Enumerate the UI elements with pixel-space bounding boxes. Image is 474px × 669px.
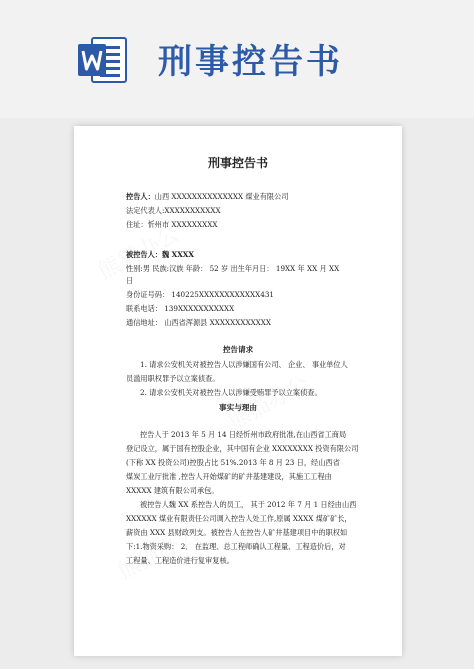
complainant-label: 控告人： (126, 192, 155, 201)
complainant-address: 住址：忻州市 XXXXXXXXX (126, 220, 218, 229)
facts-line: 煤炭工业厅批准 ,控告人开始煤矿的矿井基建建设，其施工工程由 (126, 472, 332, 481)
facts-heading: 事实与理由 (219, 403, 257, 412)
complainant-value: 山西 XXXXXXXXXXXXXX 煤业有限公司 (154, 192, 289, 201)
accused-bio-cont: 日 (126, 276, 134, 285)
accused-label: 被控告人： (126, 250, 162, 259)
facts-line: 下:1.物资采购： 2． 在监理、总工程师确认工程量、工程造价后，对 (126, 542, 346, 551)
legal-representative: 法定代表人:XXXXXXXXXXX (126, 206, 221, 215)
facts-line: (下称 XX 投资公司)控股占比 51%.2013 年 8 月 23 日，经山西省 (126, 458, 340, 467)
request-line: 2. 请求公安机关对被控告人以涉嫌受贿罪予以立案侦查。 (140, 388, 322, 397)
banner (0, 0, 474, 118)
accused-id-number: 身份证号码： 140225XXXXXXXXXXXX431 (126, 290, 274, 299)
facts-line: 控告人于 2013 年 5 月 14 日经忻州市政府批准,在山西省工商局 (140, 430, 347, 439)
facts-line: XXXXXX 煤业有限责任公司调入控告人处工作,原属 XXXX 煤矿矿长， (126, 514, 352, 523)
request-line: 1. 请求公安机关对被控告人以涉嫌国有公司、 企业、 事业单位人 (140, 360, 348, 369)
accused-name: 魏 XXXX (161, 250, 194, 259)
document-title: 刑事控告书 (207, 156, 268, 170)
accused-phone: 联系电话： 139XXXXXXXXXXX (126, 304, 235, 313)
accused-address: 通信地址： 山西省浑源县 XXXXXXXXXXXX (126, 318, 272, 327)
facts-line: XXXXX 建筑有限公司承包。 (126, 486, 219, 495)
complainant-line (126, 192, 288, 201)
request-heading: 控告请求 (222, 345, 254, 354)
document-page (74, 126, 402, 656)
banner-title: 刑事控告书 (158, 42, 343, 82)
accused-line (126, 250, 194, 259)
accused-bio: 性别:男 民族:汉族 年龄： 52 岁 出生年月日： 19XX 年 XX 月 XX (126, 264, 340, 273)
facts-line: 被控告人魏 XX 系控告人的员工， 其于 2012 年 7 月 1 日经由山西 (140, 500, 357, 509)
word-document-icon (76, 34, 128, 86)
request-line: 员滥用职权罪予以立案侦查。 (126, 374, 220, 383)
facts-line: 工程量、工程造价进行复审复核。 (126, 556, 234, 565)
facts-line: 登记设立，属于国有控股企业，其中国有企业 XXXXXXXX 投资有限公司 (126, 444, 359, 453)
facts-line: 薪资由 XXX 县财政列支。被控告人在控告人矿井基建项目中的职权如 (126, 528, 348, 537)
